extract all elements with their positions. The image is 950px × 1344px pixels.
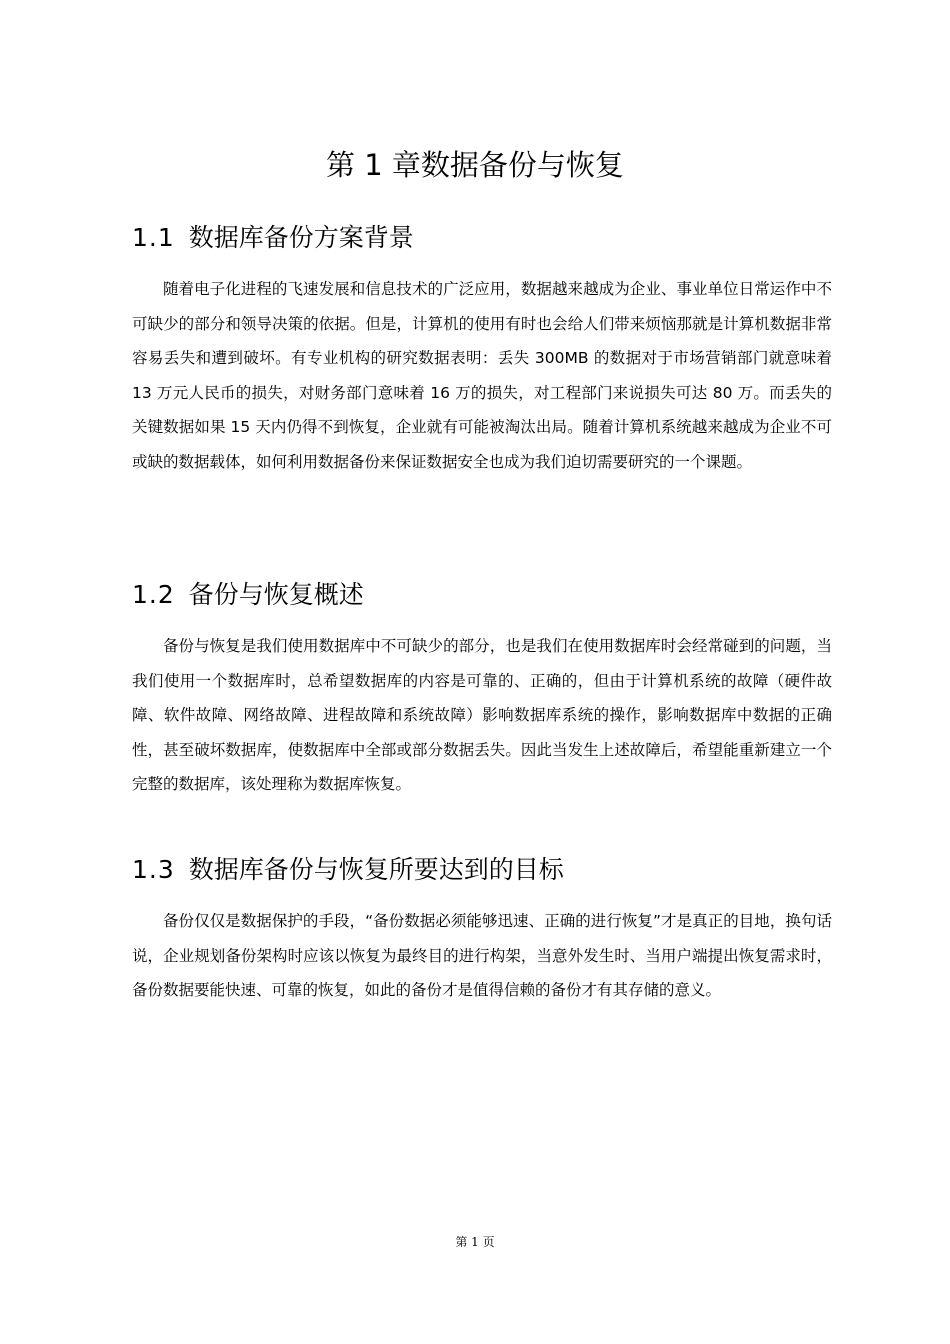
section-1-3	[132, 850, 832, 1008]
page-number: 第 1 页	[455, 1235, 495, 1249]
section-paragraph: 备份与恢复是我们使用数据库中不可缺少的部分，也是我们在使用数据库时会经常碰到的问题，当我们使用一个数据库时，总希望数据库的内容是可靠的、正确的，但由于计算机系统的故障（硬件故障、软件故障、网络故障、进程故障和系统故障）影响数据库系统的操作，影响数据库中数据的正确性，甚至破坏数据库，使数据库中全部或部分数据丢失。因此当发生上述故障后，希望能重新建立一个完整的数据库，该处理称为数据库恢复。	[132, 637, 832, 793]
section-heading	[132, 850, 832, 890]
section-1-1	[132, 218, 832, 479]
chapter-title: 第 1 章数据备份与恢复	[326, 148, 624, 182]
section-paragraph: 备份仅仅是数据保护的手段，“备份数据必须能够迅速、正确的进行恢复”才是真正的目地，换句话说，企业规划备份架构时应该以恢复为最终目的进行构架，当意外发生时、当用户端提出恢复需求时，备份数据要能快速、可靠的恢复，如此的备份才是值得信赖的备份才有其存储的意义。	[132, 912, 832, 999]
section-title: 备份与恢复概述	[188, 580, 364, 609]
section-paragraph: 随着电子化进程的飞速发展和信息技术的广泛应用，数据越来越成为企业、事业单位日常运作中不可缺少的部分和领导决策的依据。但是，计算机的使用有时也会给人们带来烦恼那就是计算机数据非常容易丢失和遭到破坏。有专业机构的研究数据表明：丢失 300MB 的数据对于市场营销部门就意味着 13 万元人民币的损失，对财务部门意味着 16 万的损失，对工程部门来说损失可达 80 万。而丢失的关键数据如果 15 天内仍得不到恢复，企业就有可能被淘汰出局。随着计算机系统越来越成为企业不可或缺的数据载体，如何利用数据备份来保证数据安全也成为我们迫切需要研究的一个课题。	[132, 280, 832, 471]
section-1-2	[132, 575, 832, 802]
section-heading	[132, 218, 832, 258]
section-heading	[132, 575, 832, 615]
section-number: 1.3	[132, 855, 175, 884]
section-title: 数据库备份与恢复所要达到的目标	[188, 855, 564, 884]
section-title: 数据库备份方案背景	[188, 223, 414, 252]
section-number: 1.1	[132, 223, 175, 252]
section-number: 1.2	[132, 580, 175, 609]
